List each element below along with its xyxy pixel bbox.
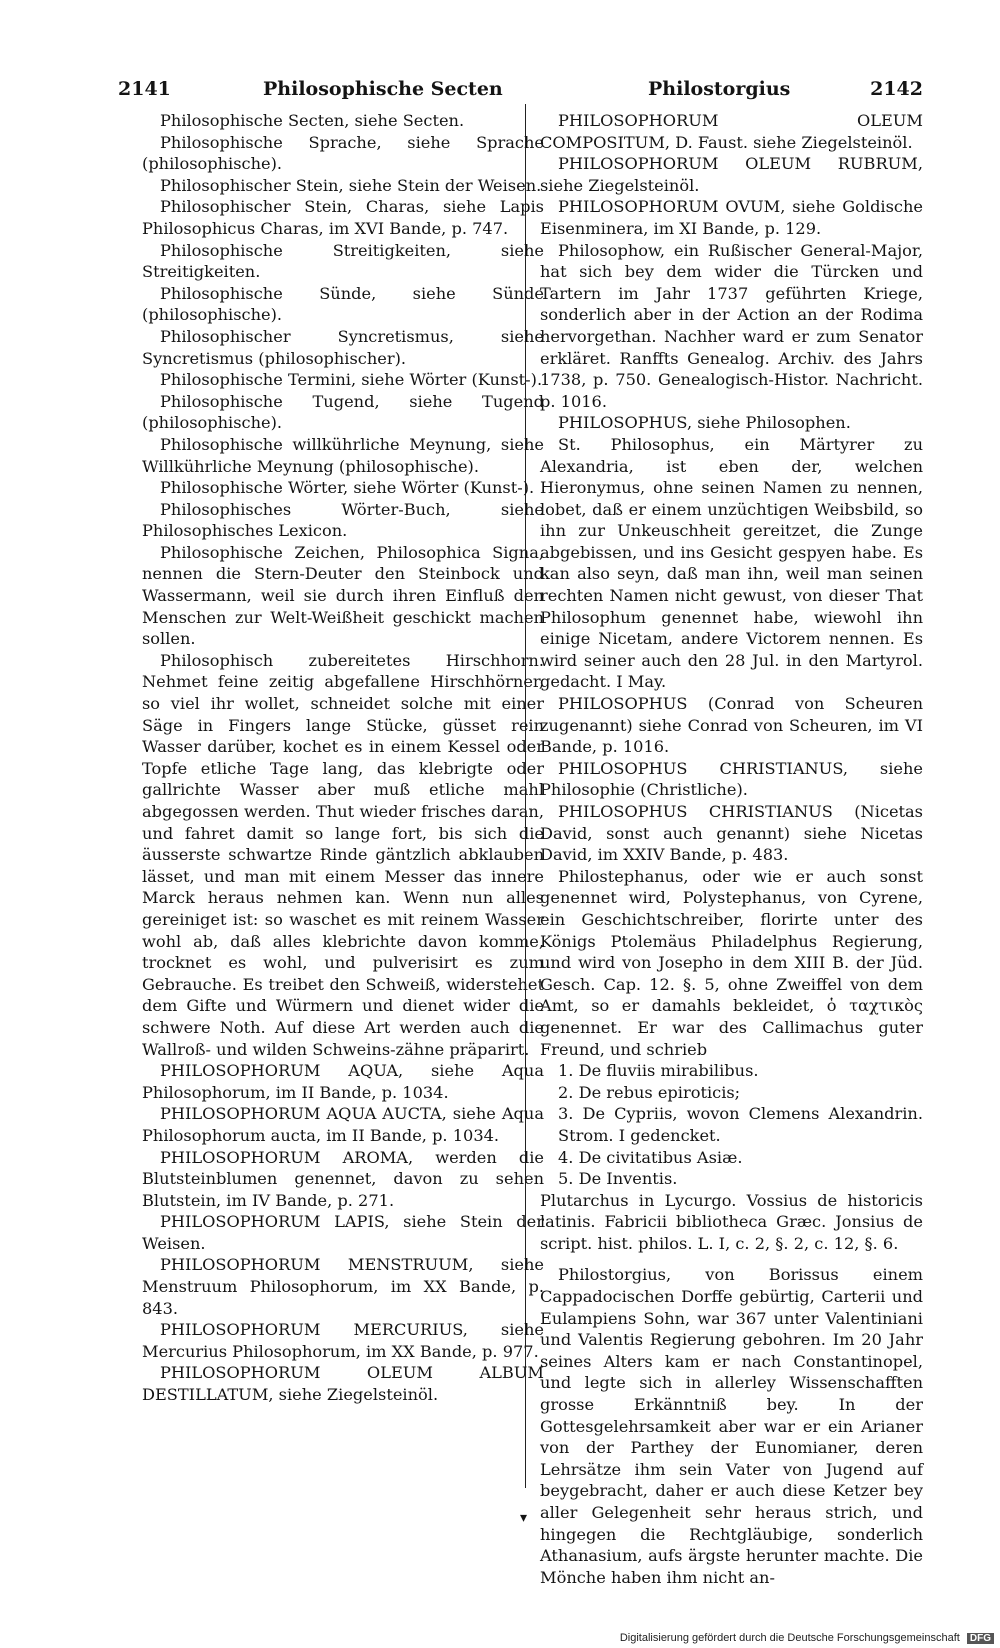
list-item: 3. De Cypriis, wovon Clemens Alexandrin. Strom. I gedencket.: [558, 1104, 923, 1145]
page-header: [118, 72, 923, 106]
credit-text: Digitalisierung gefördert durch die Deutsche Forschungsgemeinschaft: [619, 1632, 960, 1644]
entry: PHILOSOPHUS CHRISTIANUS, siehe Philosophie (Christliche).: [540, 758, 923, 800]
entry: St. Philosophus, ein Märtyrer zu Alexandria, ist eben der, welchen Hieronymus, ohne seinen Namen zu nennen, lobet, daß er einem unzüchtigen Weibsbild, so ihn zur Unkeuschheit gereitzet, die Zunge abgebissen, und ins Gesicht gespyen habe. Es kan also seyn, daß man ihn, weil man seinen rechten Namen nicht gewust, von dieser That Philosophum genennet habe, wiewohl ihn einige Nicetam, andere Victorem nennen. Es wird seiner auch den 28 Jul. in den Martyrol. gedacht. I May.: [540, 434, 923, 692]
entry: PHILOSOPHORUM AROMA, werden die Blutsteinblumen genennet, davon zu sehen Blutstein, im IV Bande, p. 271.: [142, 1147, 544, 1210]
entry: PHILOSOPHORUM OLEUM RUBRUM, siehe Ziegelsteinöl.: [540, 154, 923, 195]
entry: PHILOSOPHORUM MERCURIUS, siehe Mercurius Philosophorum, im XX Bande, p. 977.: [142, 1320, 544, 1361]
entry: PHILOSOPHORUM OVUM, siehe Goldische Eisenminera, im XI Bande, p. 129.: [540, 197, 923, 238]
entry: PHILOSOPHORUM MENSTRUUM, siehe Menstruum Philosophorum, im XX Bande, p. 843.: [142, 1255, 544, 1318]
entry: PHILOSOPHORUM OLEUM ALBUM DESTILLATUM, siehe Ziegelsteinöl.: [142, 1363, 544, 1405]
entry: Philosophische Termini, siehe Wörter (Kunst-).: [160, 370, 543, 390]
entry: Philosophische Streitigkeiten, siehe Streitigkeiten.: [142, 240, 544, 282]
right-page-number: 2142: [870, 78, 923, 100]
digitization-credit: [620, 1632, 994, 1644]
entry: Philosophische Wörter, siehe Wörter (Kunst-).: [160, 478, 535, 498]
works-list: [540, 1060, 923, 1190]
entry: PHILOSOPHUS, siehe Philosophen.: [558, 413, 851, 433]
left-page-number: 2141: [118, 78, 171, 100]
entry: PHILOSOPHORUM AQUA AUCTA, siehe Aqua Philosophorum aucta, im II Bande, p. 1034.: [142, 1104, 544, 1145]
entry: Philosophische willkührliche Meynung, siehe Willkührliche Meynung (philosophische).: [142, 434, 544, 476]
entry: Philosophische Zeichen, Philosophica Signa, nennen die Stern-Deuter den Steinbock und Wassermann, weil sie durch ihren Einfluß den Menschen zur Welt-Weißheit geschickt machen sollen.: [142, 542, 544, 649]
entry: Philosophischer Stein, siehe Stein der Weisen.: [160, 175, 542, 195]
entry: PHILOSOPHORUM LAPIS, siehe Stein der Weisen.: [142, 1212, 544, 1253]
catchword-mark: ▾: [520, 1510, 528, 1526]
list-item: 1. De fluviis mirabilibus.: [558, 1061, 759, 1081]
entry: Philosophische Tugend, siehe Tugend (philosophische).: [142, 391, 544, 433]
left-running-title: Philosophische Secten: [263, 78, 503, 100]
entry: PHILOSOPHUS CHRISTIANUS (Nicetas David, sonst auch genannt) siehe Nicetas David, im XXIV Bande, p. 483.: [540, 802, 923, 865]
entry: PHILOSOPHUS (Conrad von Scheuren zugenannt) siehe Conrad von Scheuren, im VI Bande, p. 1016.: [540, 694, 923, 757]
right-running-title: Philostorgius: [648, 78, 791, 100]
list-item: 5. De Inventis.: [558, 1169, 678, 1189]
entry: Philosophischer Syncretismus, siehe Syncretismus (philosophischer).: [142, 326, 544, 368]
entry: Philosophische Secten, siehe Secten.: [160, 111, 465, 130]
spacer: [540, 1254, 923, 1264]
entry: Philostephanus, oder wie er auch sonst genennet wird, Polystephanus, von Cyrene, ein Geschichtschreiber, florirte unter des Königs Ptolemäus Philadelphus Regierung, und wird von Josepho in dem XIII B. der Jüd. Gesch. Cap. 12. §. 5, ohne Zweiffel von dem Amt, so er damahls bekleidet, ὁ ταχτικὸς genennet. Er war des Callimachus guter Freund, und schrieb: [540, 866, 923, 1059]
entry: Philosophische Sünde, siehe Sünde (philosophische).: [142, 283, 544, 325]
dfg-logo: DFG: [967, 1633, 994, 1644]
entry: Philosophische Sprache, siehe Sprache (philosophische).: [142, 132, 544, 174]
entry: Philosophow, ein Rußischer General-Major, hat sich bey dem wider die Türcken und Tartern im Jahr 1737 geführten Kriege, sonderlich aber in der Action an der Rodima hervorgethan. Nachher ward er zum Senator erkläret. Ranffts Genealog. Archiv. des Jahrs 1738, p. 750. Genealogisch-Histor. Nachricht. p. 1016.: [540, 240, 923, 411]
entry: Philosophischer Stein, Charas, siehe Lapis Philosophicus Charas, im XVI Bande, p. 747.: [142, 197, 544, 238]
entry: Philostorgius, von Borissus einem Cappadocischen Dorffe gebürtig, Carterii und Eulampiens Sohn, war 367 unter Valentiniani und Valentis Regierung gebohren. Im 20 Jahr seines Alters kam er nach Constantinopel, und legte sich in allerley Wissenschafften grosse Erkänntniß bey. In der Gottesgelehrsamkeit aber war er ein Arianer von der Parthey der Eunomianer, deren Lehrsätze ihm sein Vater von Jugend auf beygebracht, daher er auch diese Ketzer bey aller Gelegenheit sehr heraus strich, und hingegen die Rechtgläubige, sonderlich Athanasium, aufs ärgste herunter machte. Die Mönche haben ihm nicht an-: [540, 1265, 923, 1587]
right-column: [540, 110, 923, 1588]
entry: Philosophisches Wörter-Buch, siehe Philosophisches Lexicon.: [142, 499, 544, 541]
references: Plutarchus in Lycurgo. Vossius de historicis latinis. Fabricii bibliotheca Græc. Jonsius de script. hist. philos. L. I, c. 2, §. 2, c. 12, §. 6.: [540, 1190, 923, 1253]
left-column: [142, 110, 544, 1406]
entry: Philosophisch zubereitetes Hirschhorn. Nehmet feine zeitig abgefallene Hirschhörner, so viel ihr wollet, schneidet solche mit einer Säge in Fingers lange Stücke, güsset rein Wasser darüber, kochet es in einem Kessel oder Topfe etliche Tage lang, das klebrigte oder gallrichte Wasser aber muß etliche mahl abgegossen werden. Thut wieder frisches daran, und fahret damit so lange fort, bis sich die äusserste schwartze Rinde gäntzlich abklauben lässet, und man mit einem Messer das innere Marck heraus nehmen kan. Wenn nun alles gereiniget ist: so waschet es mit reinem Wasser wohl ab, daß alles klebrichte davon komme, trocknet es wohl, und pulverisirt es zum Gebrauche. Es treibet den Schweiß, widerstehet dem Gifte und Würmern und dienet wider die schwere Noth. Auf diese Art werden auch die Wallroß- und wilden Schweins-zähne präparirt.: [142, 650, 544, 1059]
list-item: 2. De rebus epiroticis;: [558, 1082, 741, 1102]
entry: PHILOSOPHORUM AQUA, siehe Aqua Philosophorum, im II Bande, p. 1034.: [142, 1061, 544, 1102]
entry: PHILOSOPHORUM OLEUM COMPOSITUM, D. Faust. siehe Ziegelsteinöl.: [540, 111, 923, 152]
list-item: 4. De civitatibus Asiæ.: [558, 1147, 743, 1167]
